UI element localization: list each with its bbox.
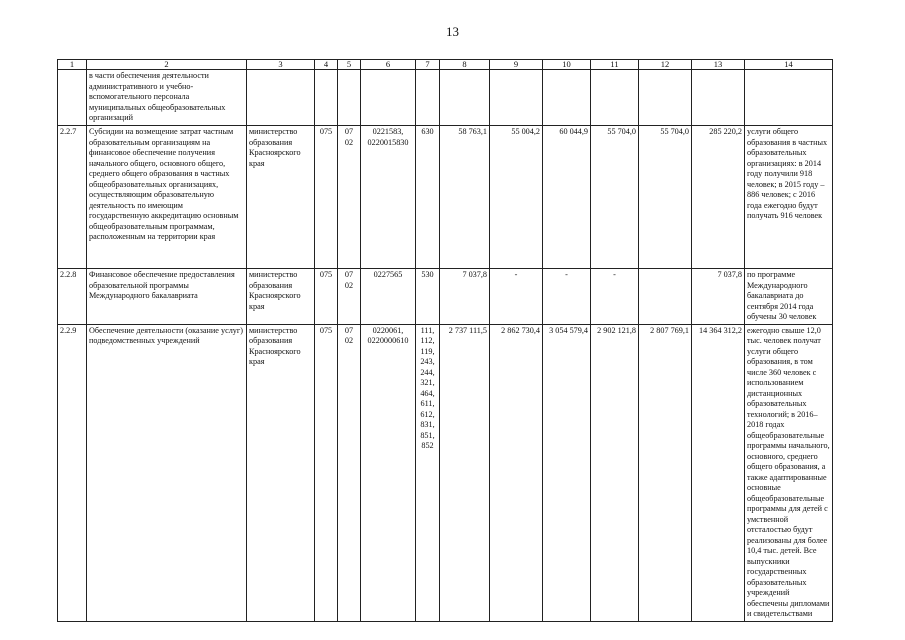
- header-row: [58, 60, 833, 70]
- row-name: Обеспечение деятельности (оказание услуг) подведомственных учреждений: [87, 324, 247, 621]
- header-cell: 6: [361, 60, 416, 70]
- row-2014: 58 763,1: [440, 126, 490, 269]
- row-name: в части обеспечения деятельности административного и учебно-вспомогательного персонала муниципальных общеобразовательных организаций: [87, 70, 247, 126]
- row-rzpr: [338, 70, 361, 126]
- row-number: 2.2.7: [58, 126, 87, 269]
- header-cell: 13: [692, 60, 745, 70]
- row-2016: [543, 70, 591, 126]
- row-rzpr: 07 02: [338, 324, 361, 621]
- row-name: Субсидии на возмещение затрат частным образовательным организациям на финансовое обеспечение получения начального общего, основного общего, среднего общего образования в частных общеобразовательных организациях, осуществляющим образовательную деятельность по имеющим государственную аккредитацию основным общеобразовательным программам, расположенным на территории края: [87, 126, 247, 269]
- header-cell: 1: [58, 60, 87, 70]
- table-row: [58, 70, 833, 126]
- row-2014: 7 037,8: [440, 269, 490, 325]
- row-result: ежегодно свыше 12,0 тыс. человек получат услуги общего образования, в том числе 360 человек с использованием дистанционных образовательных технологий; в 2016–2018 годах общеобразовательные программы начального, основного, среднего общего образования, а также адаптированные основные общеобразовательные программы для детей с умственной отсталостью будут реализованы для более 10,4 тыс. детей. Все выпускники государственных образовательных учреждений обеспечены дипломами и свидетельствами: [745, 324, 833, 621]
- table-row: [58, 324, 833, 621]
- row-2017: -: [591, 269, 639, 325]
- row-rzpr: 07 02: [338, 269, 361, 325]
- table-row: [58, 269, 833, 325]
- row-result: услуги общего образования в частных образовательных организациях: в 2014 году получили 918 человек; в 2015 году – 886 человек; с 2016 года ежегодно будут получать 916 человек: [745, 126, 833, 269]
- row-2015: 55 004,2: [490, 126, 543, 269]
- row-2018: [639, 70, 692, 126]
- row-2017: 55 704,0: [591, 126, 639, 269]
- row-result: [745, 70, 833, 126]
- row-number: [58, 70, 87, 126]
- row-csr: 0221583, 0220015830: [361, 126, 416, 269]
- row-2014: 2 737 111,5: [440, 324, 490, 621]
- row-gr: 075: [315, 126, 338, 269]
- row-vr: [416, 70, 440, 126]
- row-2016: -: [543, 269, 591, 325]
- row-grbs: министерство образования Красноярского края: [247, 324, 315, 621]
- row-total: 14 364 312,2: [692, 324, 745, 621]
- row-2015: [490, 70, 543, 126]
- page-number: 13: [446, 24, 459, 39]
- row-2015: 2 862 730,4: [490, 324, 543, 621]
- row-grbs: министерство образования Красноярского края: [247, 269, 315, 325]
- row-2016: 60 044,9: [543, 126, 591, 269]
- row-total: 7 037,8: [692, 269, 745, 325]
- row-grbs: [247, 70, 315, 126]
- row-total: 285 220,2: [692, 126, 745, 269]
- header-cell: 14: [745, 60, 833, 70]
- row-vr: 530: [416, 269, 440, 325]
- budget-table: [57, 59, 833, 622]
- row-result: по программе Международного бакалавриата до сентября 2014 года обучены 30 человек: [745, 269, 833, 325]
- header-cell: 7: [416, 60, 440, 70]
- header-cell: 2: [87, 60, 247, 70]
- row-2018: 55 704,0: [639, 126, 692, 269]
- row-2015: -: [490, 269, 543, 325]
- row-2014: [440, 70, 490, 126]
- row-name: Финансовое обеспечение предоставления образовательной программы Международного бакалавриата: [87, 269, 247, 325]
- row-csr: 0227565: [361, 269, 416, 325]
- row-total: [692, 70, 745, 126]
- header-cell: 8: [440, 60, 490, 70]
- row-vr: 630: [416, 126, 440, 269]
- header-cell: 11: [591, 60, 639, 70]
- row-rzpr: 07 02: [338, 126, 361, 269]
- header-cell: 9: [490, 60, 543, 70]
- row-2016: 3 054 579,4: [543, 324, 591, 621]
- header-cell: 12: [639, 60, 692, 70]
- row-grbs: министерство образования Красноярского края: [247, 126, 315, 269]
- row-number: 2.2.8: [58, 269, 87, 325]
- table-row: [58, 126, 833, 269]
- header-cell: 4: [315, 60, 338, 70]
- header-cell: 10: [543, 60, 591, 70]
- row-2018: [639, 269, 692, 325]
- row-csr: [361, 70, 416, 126]
- row-2017: 2 902 121,8: [591, 324, 639, 621]
- row-2018: 2 807 769,1: [639, 324, 692, 621]
- row-vr: 111, 112, 119, 243, 244, 321, 464, 611, 612, 831, 851, 852: [416, 324, 440, 621]
- header-cell: 3: [247, 60, 315, 70]
- row-gr: 075: [315, 269, 338, 325]
- row-csr: 0220061, 0220000610: [361, 324, 416, 621]
- row-number: 2.2.9: [58, 324, 87, 621]
- row-gr: [315, 70, 338, 126]
- row-2017: [591, 70, 639, 126]
- row-gr: 075: [315, 324, 338, 621]
- header-cell: 5: [338, 60, 361, 70]
